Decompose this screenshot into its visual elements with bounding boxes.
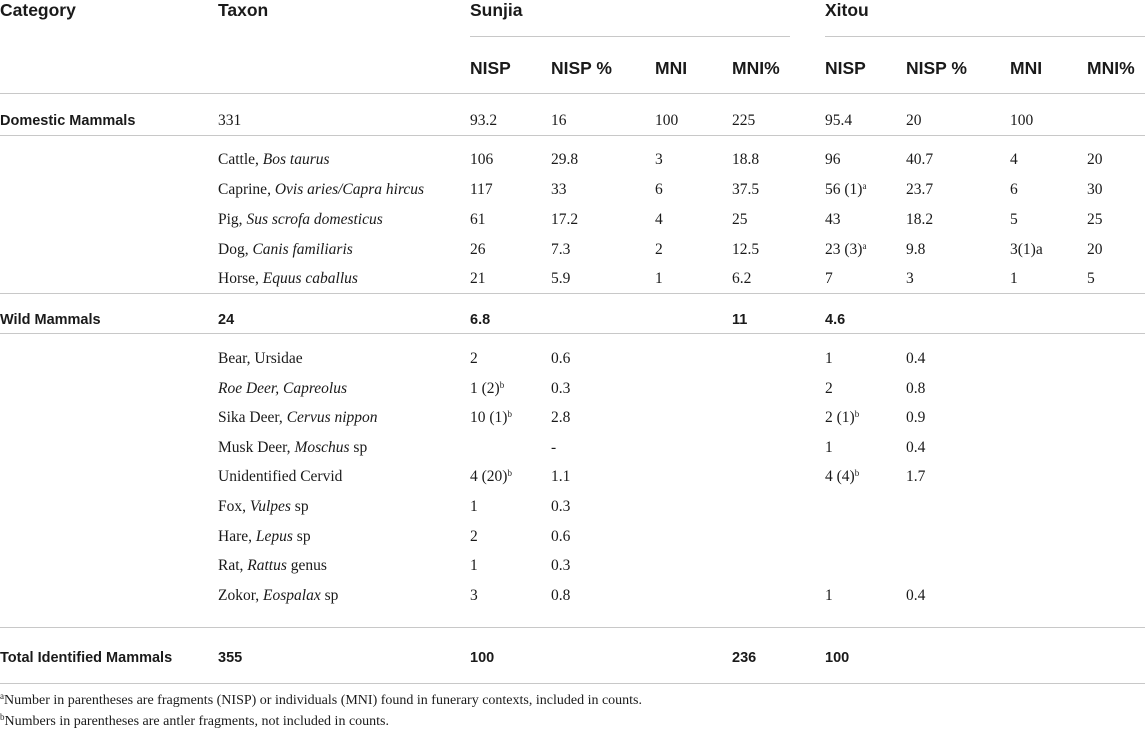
taxon-sika-deer: Sika Deer, Cervus nippon xyxy=(218,409,378,426)
cell: 24 xyxy=(218,312,235,328)
taxon-fox: Fox, Vulpes sp xyxy=(218,498,309,515)
cell: 100 xyxy=(825,650,850,666)
row-divider xyxy=(0,293,1145,294)
cell: 0.8 xyxy=(906,380,926,397)
cell: 20 xyxy=(1087,151,1103,168)
taxon-bear: Bear, Ursidae xyxy=(218,350,303,367)
header-site-sunjia: Sunjia xyxy=(470,0,523,20)
cell: 30 xyxy=(1087,181,1103,198)
cell: 3 xyxy=(906,270,914,287)
cell: 355 xyxy=(218,650,243,666)
cell: 331 xyxy=(218,112,242,129)
cell: 0.6 xyxy=(551,350,571,367)
cell: 0.8 xyxy=(551,587,571,604)
cell: 1.1 xyxy=(551,468,571,485)
cell: 11 xyxy=(732,312,748,328)
cell: 7 xyxy=(825,270,833,287)
taxon-hare: Hare, Lepus sp xyxy=(218,528,311,545)
cell: 23.7 xyxy=(906,181,934,198)
cell: 6.2 xyxy=(732,270,752,287)
cell: 7.3 xyxy=(551,241,571,258)
taxon-roe-deer: Roe Deer, Capreolus xyxy=(218,380,348,397)
category-wild: Wild Mammals xyxy=(0,312,101,328)
cell: 25 xyxy=(1087,211,1103,228)
sunjia-underline xyxy=(470,36,790,37)
row-divider xyxy=(0,627,1145,628)
category-domestic: Domestic Mammals xyxy=(0,113,136,129)
taxon-musk-deer: Musk Deer, Moschus sp xyxy=(218,439,368,456)
cell: 61 xyxy=(470,211,486,228)
cell: 96 xyxy=(825,151,841,168)
cell: 43 xyxy=(825,211,841,228)
cell: 2 xyxy=(825,380,833,397)
header-sunjia-nisp-pct: NISP % xyxy=(551,58,612,78)
cell: 4 $(20)^b$ xyxy=(470,468,512,485)
header-site-xitou: Xitou xyxy=(825,0,869,20)
cell: 20 xyxy=(1087,241,1103,258)
cell: 1 xyxy=(1010,270,1018,287)
cell: 95.4 xyxy=(825,112,853,129)
cell: 1 xyxy=(825,439,833,456)
header-xitou-nisp: NISP xyxy=(825,58,866,78)
header-xitou-mni-pct: MNI% xyxy=(1087,58,1135,78)
header-taxon: Taxon xyxy=(218,0,269,20)
cell: 21 xyxy=(470,270,486,287)
cell: 1 xyxy=(825,350,833,367)
cell: 0.6 xyxy=(551,528,571,545)
cell: 100 xyxy=(655,112,679,129)
footnote-a: $^a$Number in parentheses are fragments (NISP) or individuals (MNI) found in funerary contexts, included in counts. xyxy=(0,691,643,708)
header-sunjia-mni-pct: MNI% xyxy=(732,58,780,78)
cell: 2 xyxy=(470,350,478,367)
taxon-horse: Horse, Equus caballus xyxy=(218,270,358,287)
cell: 3 xyxy=(655,151,663,168)
cell: 225 xyxy=(732,112,756,129)
cell: 9.8 xyxy=(906,241,926,258)
cell: 4.6 xyxy=(825,312,846,328)
cell: 4 xyxy=(1010,151,1018,168)
cell: 5 xyxy=(1010,211,1018,228)
cell: 12.5 xyxy=(732,241,760,258)
cell: 0.3 xyxy=(551,557,571,574)
taxon-rat: Rat, Rattus genus xyxy=(218,557,327,574)
cell: 1 $(2)^b$ xyxy=(470,380,505,397)
cell: 100 xyxy=(470,650,495,666)
cell: 10 $(1)^b$ xyxy=(470,409,512,426)
cell: 100 xyxy=(1010,112,1034,129)
taxon-unidentified-cervid: Unidentified Cervid xyxy=(218,468,343,485)
cell: 1 xyxy=(655,270,663,287)
cell: 29.8 xyxy=(551,151,579,168)
cell: 3 xyxy=(470,587,478,604)
category-total: Total Identified Mammals xyxy=(0,650,173,666)
cell: 1 xyxy=(825,587,833,604)
cell: 1 xyxy=(470,498,478,515)
cell: 6 xyxy=(1010,181,1018,198)
taxon-zokor: Zokor, Eospalax sp xyxy=(218,587,339,604)
cell: 37.5 xyxy=(732,181,760,198)
cell: 4 $(4)^b$ xyxy=(825,468,860,485)
taxon-cattle: Cattle, Bos taurus xyxy=(218,151,330,168)
cell: 6 xyxy=(655,181,663,198)
cell: 106 xyxy=(470,151,494,168)
cell: 236 xyxy=(732,650,757,666)
cell: 0.3 xyxy=(551,380,571,397)
header-sunjia-nisp: NISP xyxy=(470,58,511,78)
cell: 1 xyxy=(470,557,478,574)
cell: 2.8 xyxy=(551,409,571,426)
row-divider xyxy=(0,333,1145,334)
cell: 1.7 xyxy=(906,468,926,485)
header-sunjia-mni: MNI xyxy=(655,58,688,78)
header-category: Category xyxy=(0,0,76,20)
cell: 5.9 xyxy=(551,270,571,287)
cell: 33 xyxy=(551,181,567,198)
taxon-caprine: Caprine, Ovis aries/Capra hircus xyxy=(218,181,425,198)
cell: 0.4 xyxy=(906,350,926,367)
cell: 56 $(1)^a$ xyxy=(825,181,867,198)
cell: 2 xyxy=(470,528,478,545)
header-divider xyxy=(0,93,1145,94)
taxon-pig: Pig, Sus scrofa domesticus xyxy=(218,211,383,228)
cell: 93.2 xyxy=(470,112,498,129)
header-xitou-mni: MNI xyxy=(1010,58,1043,78)
cell: 17.2 xyxy=(551,211,579,228)
cell: 20 xyxy=(906,112,922,129)
cell: 16 xyxy=(551,112,567,129)
cell: 3(1)a xyxy=(1010,241,1043,258)
cell: 6.8 xyxy=(470,312,491,328)
cell: 0.9 xyxy=(906,409,926,426)
footnote-b: $^b$Numbers in parentheses are antler fragments, not included in counts. xyxy=(0,712,389,729)
cell: 23 $(3)^a$ xyxy=(825,241,867,258)
cell: 117 xyxy=(470,181,493,198)
cell: 4 xyxy=(655,211,663,228)
cell: 0.4 xyxy=(906,587,926,604)
cell: 18.2 xyxy=(906,211,934,228)
xitou-underline xyxy=(825,36,1145,37)
cell: 2 $(1)^b$ xyxy=(825,409,860,426)
cell: 2 xyxy=(655,241,663,258)
header-xitou-nisp-pct: NISP % xyxy=(906,58,967,78)
cell: 40.7 xyxy=(906,151,934,168)
row-divider xyxy=(0,135,1145,136)
table-bottom-rule xyxy=(0,683,1145,684)
cell: 25 xyxy=(732,211,748,228)
cell: 18.8 xyxy=(732,151,760,168)
cell: 0.4 xyxy=(906,439,926,456)
cell: - xyxy=(551,439,557,456)
taxon-dog: Dog, Canis familiaris xyxy=(218,241,353,258)
cell: 5 xyxy=(1087,270,1095,287)
cell: 0.3 xyxy=(551,498,571,515)
cell: 26 xyxy=(470,241,486,258)
